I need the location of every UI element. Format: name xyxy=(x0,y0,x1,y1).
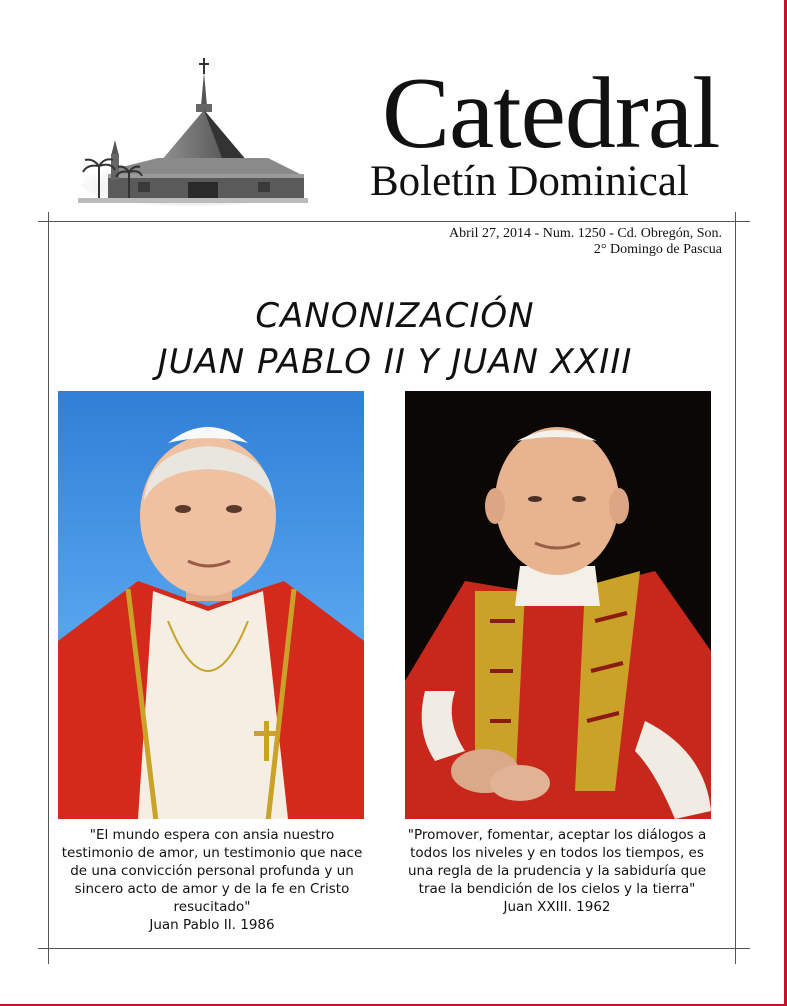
frame-right-line xyxy=(735,212,736,964)
liturgical-day: 2° Domingo de Pascua xyxy=(593,242,722,257)
portrait-juan-xxiii xyxy=(405,391,711,819)
cathedral-logo xyxy=(78,56,308,211)
quote-attribution: Juan XXIII. 1962 xyxy=(503,899,611,915)
frame-top-line xyxy=(38,221,750,222)
frame-bottom-line xyxy=(38,948,750,949)
bulletin-subtitle: Boletín Dominical xyxy=(370,158,689,205)
quote-attribution: Juan Pablo II. 1986 xyxy=(149,917,275,933)
headline-line-2: JUAN PABLO II Y JUAN XXIII xyxy=(157,342,633,382)
quote-text: "Promover, fomentar, aceptar los diálogos a todos los niveles y en todos los tiempos, es una regla de la prudencia y la sabiduría que trae la bendición de los cielos y la tierra" xyxy=(407,827,707,897)
portrait-juan-pablo-ii xyxy=(58,391,364,819)
headline-line-1: CANONIZACIÓN xyxy=(255,296,535,336)
issue-line: Abril 27, 2014 - Num. 1250 - Cd. Obregón, Son. xyxy=(449,226,722,241)
frame-left-line xyxy=(48,212,49,964)
bulletin-title: Catedral xyxy=(382,57,720,170)
quote-juan-xxiii xyxy=(397,826,717,916)
quote-text: "El mundo espera con ansia nuestro testimonio de amor, un testimonio que nace de una convicción personal profunda y un sincero acto de amor y de la fe en Cristo resucitado" xyxy=(61,827,363,915)
quote-juan-pablo-ii xyxy=(52,826,372,934)
